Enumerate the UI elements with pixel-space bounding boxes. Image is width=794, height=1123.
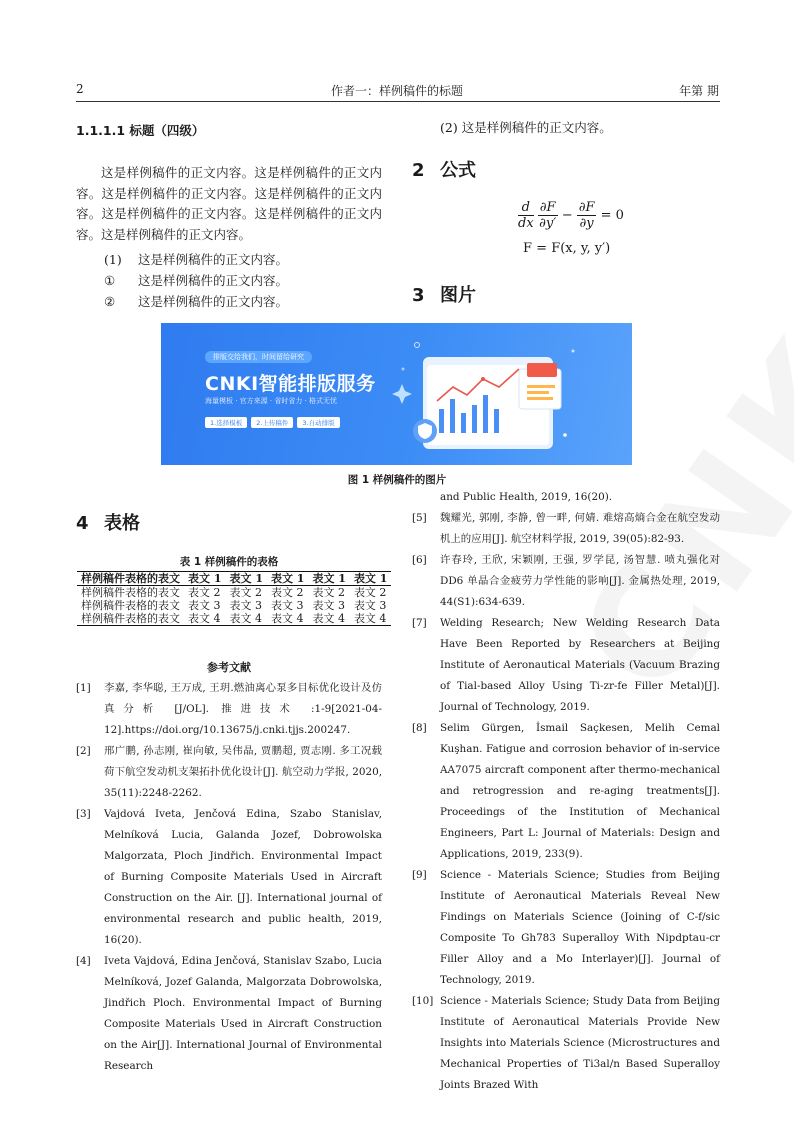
figure-caption: 图 1 样例稿件的图片 — [347, 474, 447, 486]
banner-tagline: 排版交给我们，时间留给研究 — [205, 351, 312, 363]
reference-item: [2] 邢广鹏, 孙志刚, 崔向敏, 吴伟晶, 贾鹏超, 贾志刚. 多工况载荷下航空发动机支架拓扑优化设计[J]. 航空动力学报, 2020, 35(11):2248-2262. — [76, 745, 382, 799]
banner-title: CNKI智能排版服务 — [205, 373, 376, 395]
table-header-cell: 样例稿件表格的表文 — [81, 572, 180, 585]
section-heading: 3 图片 — [412, 285, 476, 306]
running-header-title: 作者一：样例稿件的标题 — [330, 84, 463, 98]
equation-2: F = F(x, y, y′) — [523, 241, 611, 256]
table-header-cell: 表文 1 — [188, 572, 222, 585]
table-cell: 表文 4 — [312, 612, 345, 625]
table-row — [77, 599, 391, 612]
running-header-issue: 年第 期 — [679, 84, 719, 98]
data-table — [77, 571, 391, 626]
banner-step: 2.上传稿件 — [251, 417, 293, 428]
list-item: ① 这是样例稿件的正文内容。 — [104, 273, 289, 288]
table-row — [77, 612, 391, 626]
table-cell: 表文 4 — [229, 612, 262, 625]
references-right — [412, 487, 720, 1096]
section-heading: 4 表格 — [76, 513, 140, 534]
reference-continuation: and Public Health, 2019, 16(20). — [440, 491, 613, 503]
table-cell: 样例稿件表格的表文 — [81, 599, 180, 612]
table-cell: 表文 3 — [312, 599, 345, 612]
reference-item: [10] Science - Materials Science; Study Data from Beijing Institute of Aeronautical Materials Provide New Insights into Materials Science (Microstructures and Mechanical Properties of Ti3al/n Based Superalloy Joints Brazed With — [412, 995, 720, 1091]
reference-item: [9] Science - Materials Science; Studies from Beijing Institute of Aeronautical Materials Reveal New Findings on Materials Science (Joining of C-f/sic Composite To Gh783 Superalloy With Nipdptau-cr Filler Alloy and a Mo Interlayer)[J]. Journal of Technology, 2019. — [412, 869, 720, 986]
reference-item: [5] 魏耀光, 郭刚, 李静, 曾一畔, 何婧. 难熔高熵合金在航空发动机上的应用[J]. 航空材料学报, 2019, 39(05):82-93. — [412, 512, 720, 545]
page-number: 2 — [76, 82, 84, 96]
banner-steps — [205, 417, 340, 428]
table-header-cell: 表文 1 — [229, 572, 263, 585]
references-title: 参考文献 — [207, 661, 251, 674]
table-cell: 表文 3 — [188, 599, 221, 612]
table-header-cell: 表文 1 — [312, 572, 346, 585]
list-item: ② 这是样例稿件的正文内容。 — [104, 294, 289, 309]
table-cell: 表文 2 — [188, 586, 221, 599]
table-cell: 表文 4 — [270, 612, 304, 625]
table-caption: 表 1 样例稿件的表格 — [179, 556, 279, 568]
table-header-row — [77, 572, 391, 586]
table-cell: 样例稿件表格的表文 — [81, 612, 180, 625]
table-cell: 表文 4 — [353, 612, 387, 625]
table-cell: 表文 2 — [312, 586, 345, 599]
table-cell: 表文 3 — [229, 599, 262, 612]
reference-item: [7] Welding Research; New Welding Research Data Have Been Reported by Researchers at Beijing Institute of Aeronautical Materials (Vacuum Brazing of Tial-based Alloy Using Ti-zr-fe Filler Metal)[J]. Journal of Technology, 2019. — [412, 617, 720, 713]
body-paragraph: 这是样例稿件的正文内容。这是样例稿件的正文内容。这是样例稿件的正文内容。这是样例稿件的正文内容。这是样例稿件的正文内容。这是样例稿件的正文内容。这是样例稿件的正文内容。 — [76, 165, 382, 242]
list-item: (2) 这是样例稿件的正文内容。 — [440, 120, 612, 135]
reference-item: [4] Iveta Vajdová, Edina Jenčová, Stanislav Szabo, Lucia Melníková, Jozef Galanda, Malgorzata Dobrowolska, Jindřich Ploch. Environmental Impact of Burning Composite Materials Used in Aircraft Construction on the Air[J]. International Journal of Environmental Research — [76, 955, 382, 1072]
reference-item: [1] 李嘉, 李华聪, 王万成, 王玥.燃油离心泵多目标优化设计及仿真分析 [J/OL]. 推进技术 :1-9[2021-04-12].https://doi.org/10.13675/j.cnki.tjjs.200247. — [76, 682, 382, 736]
figure-image — [161, 323, 632, 465]
table-row — [77, 586, 391, 600]
table-cell: 表文 2 — [229, 586, 262, 599]
banner-step: 1.选择模板 — [205, 417, 247, 428]
table-cell: 表文 3 — [270, 599, 304, 612]
banner-step: 3.自动排版 — [297, 417, 339, 428]
reference-item: [3] Vajdová Iveta, Jenčová Edina, Szabo Stanislav, Melníková Lucia, Galanda Jozef, Dobrowolska Malgorzata, Ploch Jindřich. Environmental Impact of Burning Composite Materials Used in Aircraft Construction on the Air. [J]. International journal of environmental research and public health, 2019, 16(20). — [76, 808, 382, 946]
table-cell: 表文 4 — [188, 612, 221, 625]
table-cell: 表文 2 — [353, 586, 387, 599]
reference-item: [6] 许春玲, 王欣, 宋颖刚, 王强, 罗学昆, 汤智慧. 喷丸强化对 DD6 单晶合金疲劳力学性能的影响[J]. 金属热处理, 2019, 44(S1):634-639. — [412, 554, 720, 608]
table-cell: 表文 2 — [270, 586, 304, 599]
table-cell: 样例稿件表格的表文 — [81, 586, 180, 599]
header-rule — [76, 101, 720, 102]
reference-item: [8] Selim Gürgen, İsmail Saçkesen, Melih Cemal Kuşhan. Fatigue and corrosion behavior of in-service AA7075 aircraft component after thermo-mechanical and retrogression and re-aging treatments[J]. Proceedings of the Institution of Mechanical Engineers, Part L: Journal of Materials: Design and Applications, 2019, 233(9). — [412, 722, 720, 860]
table-cell: 表文 3 — [353, 599, 387, 612]
table-header-cell: 表文 1 — [270, 572, 305, 585]
list-item: (1) 这是样例稿件的正文内容。 — [104, 252, 289, 267]
equation-1: $\frac{d}{dx}$ $\frac{\partial F}{\partial y'}$ − $\frac{\partial F}{\partial y}$ = 0 — [518, 200, 624, 231]
section-heading: 2 公式 — [412, 160, 476, 181]
references-left — [76, 678, 382, 1077]
subsection-heading: 1.1.1.1 标题（四级） — [76, 123, 205, 138]
table-header-cell: 表文 1 — [353, 572, 388, 585]
banner-features: 海量模板 · 官方来源 · 省时省力 · 格式无忧 — [205, 397, 338, 405]
dashboard-illustration — [387, 329, 627, 461]
body-list — [104, 249, 288, 312]
